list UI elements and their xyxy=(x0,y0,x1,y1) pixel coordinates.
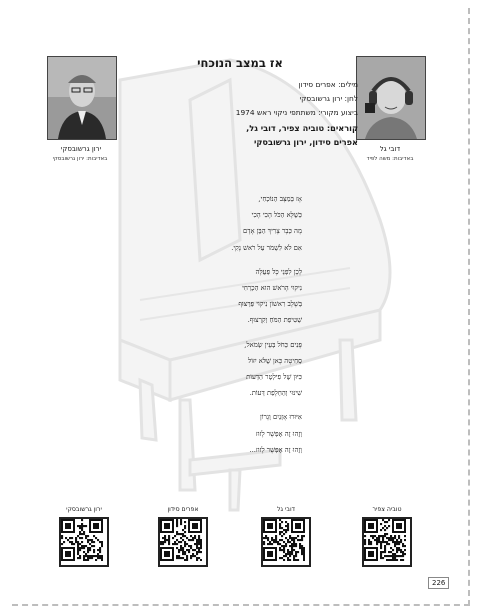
lyric-line: פָּנִים כְּחֹל בְּעֵין שְׂמֹאל, xyxy=(244,340,302,349)
lyric-line: סְחִיטָה כָּאן שֶׁלֹּא יִזּוֹל xyxy=(248,356,302,365)
qr-code-icon[interactable] xyxy=(158,517,208,567)
lyric-line: אִם לֹא לִשְׁמֹר עַל רֹאשׁ נָקִי. xyxy=(231,243,302,252)
song-title: אז במצב הנוכחי xyxy=(197,56,283,70)
page-number: 226 xyxy=(428,577,449,589)
qr-label: אפרים סידון xyxy=(167,506,199,513)
lyrics-credit: מילים: אפרים סידון xyxy=(298,80,358,89)
qr-code-icon[interactable] xyxy=(59,517,109,567)
photo-yaron-gershovsky xyxy=(47,56,117,140)
qr-label: דובי גל xyxy=(276,506,296,513)
lyric-line: כְּשֶׁלָּא הַכֹּל הָכִי הָכִי xyxy=(251,211,302,220)
photo-dubi-gal xyxy=(356,56,426,140)
qr-yaron-gershovsky[interactable] xyxy=(48,506,120,567)
lyric-line: לָכֵן לִפְנֵי כָּל פְּעֻלָּה xyxy=(255,267,302,276)
song-lyrics xyxy=(231,191,302,466)
qr-tuvia-tzafir[interactable] xyxy=(351,506,423,567)
lyric-line: וְזֶהוּ זֶה אֶפְשָׁר לָזוּז... xyxy=(249,445,302,454)
lyric-line: נִיקוּי הָרֹאשׁ הוּא הַכְרֵחִי xyxy=(242,284,302,293)
qr-label: טוביה צפיר xyxy=(372,506,402,513)
left-photo-credit: באדיבות: ירון גרשובסקי xyxy=(52,156,108,162)
lyric-line: כִּיּוּן שֶׁל פִילְטֶר הַדֵּעוֹת xyxy=(246,373,302,382)
lyric-line: אָז בְּמַצָּב הַנּוֹכְחִי, xyxy=(258,195,302,203)
readers-credit-line-1: קוראים: טוביה צפיר, דובי גל, xyxy=(246,122,358,133)
qr-code-icon[interactable] xyxy=(362,517,412,567)
qr-label: ירון גרשובסקי xyxy=(66,506,102,513)
stanza-4 xyxy=(231,409,302,458)
right-photo-credit: באדיבות: משה לפיד xyxy=(366,156,414,162)
right-photo-name: דובי גל xyxy=(379,145,401,153)
readers-credit-line-2: אפרים סידון, ירון גרשובסקי xyxy=(253,136,358,147)
lyric-line: וְזֶהוּ זֶה אֶפְשָׁר לָזוּז xyxy=(255,429,302,438)
stanza-1 xyxy=(231,191,302,256)
qr-dubi-gal[interactable] xyxy=(250,506,322,567)
lyric-line: מָה כְּבָר צָרִיךְ הַבֶּן אָדָם xyxy=(242,227,302,236)
qr-code-icon[interactable] xyxy=(261,517,311,567)
left-photo-name: ירון גרשובסקי xyxy=(60,145,102,153)
lyric-line: שִׁינּוּי וְהַחְלָפַת דֵּעוֹת. xyxy=(249,389,302,398)
song-credits xyxy=(158,78,358,149)
stanza-3 xyxy=(231,337,302,402)
performance-credit: ביצוע מקורי: משתתפי ניקוי ראש 1974 xyxy=(235,108,358,118)
stanza-2 xyxy=(231,264,302,329)
lyric-line: בְּשָׁלָב רִאשׁוֹן נִיקוּי פַּרְצוּף xyxy=(238,300,302,309)
qr-efraim-sidon[interactable] xyxy=(147,506,219,567)
lyric-line: שְׁטִיפַת הַמֹּחַ וְקִרְצוּף. xyxy=(247,316,302,325)
music-credit: לחן: ירון גרשובסקי xyxy=(299,94,358,104)
lyric-line: אִיּוּרוּ אָזְנַיִם וְגָרוֹן xyxy=(260,413,302,422)
